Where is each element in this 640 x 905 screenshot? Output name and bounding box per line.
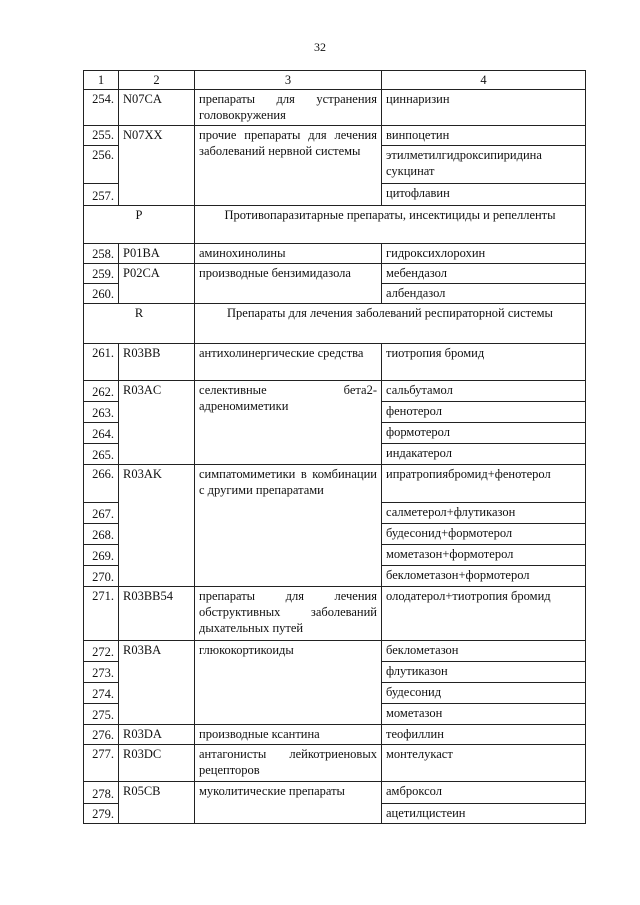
row-number: 259. — [84, 264, 119, 284]
group-description: симпатомиметики в комбинации с другими препаратами — [195, 465, 382, 587]
row-number: 277. — [84, 745, 119, 782]
group-description: препараты для устранения головокружения — [195, 90, 382, 126]
atc-code: R03BB — [119, 344, 195, 381]
page-number: 32 — [314, 40, 326, 54]
table-row — [84, 90, 586, 126]
atc-code: R03AC — [119, 381, 195, 465]
drug-name: циннаризин — [382, 90, 586, 126]
row-number: 273. — [84, 662, 119, 683]
section-title: Препараты для лечения заболеваний респираторной системы — [195, 304, 586, 344]
atc-code: P02CA — [119, 264, 195, 304]
header-col-4: 4 — [382, 71, 586, 90]
drug-name: беклометазон+формотерол — [382, 566, 586, 587]
group-description: производные бензимидазола — [195, 264, 382, 304]
row-number: 260. — [84, 284, 119, 304]
group-description: производные ксантина — [195, 725, 382, 745]
atc-code: R05CB — [119, 782, 195, 824]
table-row — [84, 641, 586, 662]
row-number: 268. — [84, 524, 119, 545]
drug-name: формотерол — [382, 423, 586, 444]
drug-name: ипратропиябромид+фенотерол — [382, 465, 586, 503]
row-number: 264. — [84, 423, 119, 444]
header-col-1: 1 — [84, 71, 119, 90]
table-row — [84, 782, 586, 804]
table-row — [84, 381, 586, 402]
row-number: 275. — [84, 704, 119, 725]
drug-name: винпоцетин — [382, 126, 586, 146]
row-number: 276. — [84, 725, 119, 745]
drug-name: монтелукаст — [382, 745, 586, 782]
table-row — [84, 725, 586, 745]
drug-name: индакатерол — [382, 444, 586, 465]
atc-code: N07CA — [119, 90, 195, 126]
row-number: 274. — [84, 683, 119, 704]
drug-name: теофиллин — [382, 725, 586, 745]
section-title: Противопаразитарные препараты, инсектициды и репелленты — [195, 206, 586, 244]
row-number: 269. — [84, 545, 119, 566]
drug-name: этилметилгидроксипиридина сукцинат — [382, 146, 586, 184]
group-description: прочие препараты для лечения заболеваний нервной системы — [195, 126, 382, 206]
drug-name: олодатерол+тиотропия бромид — [382, 587, 586, 641]
drug-name: цитофлавин — [382, 184, 586, 206]
table-row — [84, 244, 586, 264]
drug-name: беклометазон — [382, 641, 586, 662]
atc-code: R03BA — [119, 641, 195, 725]
section-code: P — [84, 206, 195, 244]
group-description: селективные бета2-адреномиметики — [195, 381, 382, 465]
drug-name: албендазол — [382, 284, 586, 304]
group-description: антихолинергические средства — [195, 344, 382, 381]
row-number: 258. — [84, 244, 119, 264]
drug-name: будесонид — [382, 683, 586, 704]
drug-name: амброксол — [382, 782, 586, 804]
group-description: муколитические препараты — [195, 782, 382, 824]
drug-name: флутиказон — [382, 662, 586, 683]
row-number: 278. — [84, 782, 119, 804]
drug-name: мометазон+формотерол — [382, 545, 586, 566]
table-row — [84, 465, 586, 503]
row-number: 254. — [84, 90, 119, 126]
section-row — [84, 206, 586, 244]
group-description: глюкокортикоиды — [195, 641, 382, 725]
header-col-2: 2 — [119, 71, 195, 90]
drug-name: мометазон — [382, 704, 586, 725]
header-col-3: 3 — [195, 71, 382, 90]
drug-name: гидроксихлорохин — [382, 244, 586, 264]
group-description: препараты для лечения обструктивных заболеваний дыхательных путей — [195, 587, 382, 641]
row-number: 256. — [84, 146, 119, 184]
table-row — [84, 126, 586, 146]
row-number: 261. — [84, 344, 119, 381]
table-row — [84, 745, 586, 782]
drug-name: мебендазол — [382, 264, 586, 284]
row-number: 272. — [84, 641, 119, 662]
row-number: 267. — [84, 503, 119, 524]
row-number: 263. — [84, 402, 119, 423]
group-description: аминохинолины — [195, 244, 382, 264]
drug-name: фенотерол — [382, 402, 586, 423]
atc-code: R03BB54 — [119, 587, 195, 641]
atc-code: R03AK — [119, 465, 195, 587]
medication-table — [83, 70, 586, 824]
table-row — [84, 587, 586, 641]
atc-code: N07XX — [119, 126, 195, 206]
drug-name: тиотропия бромид — [382, 344, 586, 381]
group-description: антагонисты лейкотриеновых рецепторов — [195, 745, 382, 782]
section-row — [84, 304, 586, 344]
row-number: 270. — [84, 566, 119, 587]
drug-name: сальбутамол — [382, 381, 586, 402]
drug-name: ацетилцистеин — [382, 804, 586, 824]
table-row — [84, 344, 586, 381]
atc-code: P01BA — [119, 244, 195, 264]
row-number: 279. — [84, 804, 119, 824]
atc-code: R03DA — [119, 725, 195, 745]
row-number: 265. — [84, 444, 119, 465]
table-header-row — [84, 71, 586, 90]
row-number: 257. — [84, 184, 119, 206]
atc-code: R03DC — [119, 745, 195, 782]
row-number: 271. — [84, 587, 119, 641]
row-number: 266. — [84, 465, 119, 503]
row-number: 255. — [84, 126, 119, 146]
drug-name: салметерол+флутиказон — [382, 503, 586, 524]
table-row — [84, 264, 586, 284]
drug-name: будесонид+формотерол — [382, 524, 586, 545]
row-number: 262. — [84, 381, 119, 402]
section-code: R — [84, 304, 195, 344]
